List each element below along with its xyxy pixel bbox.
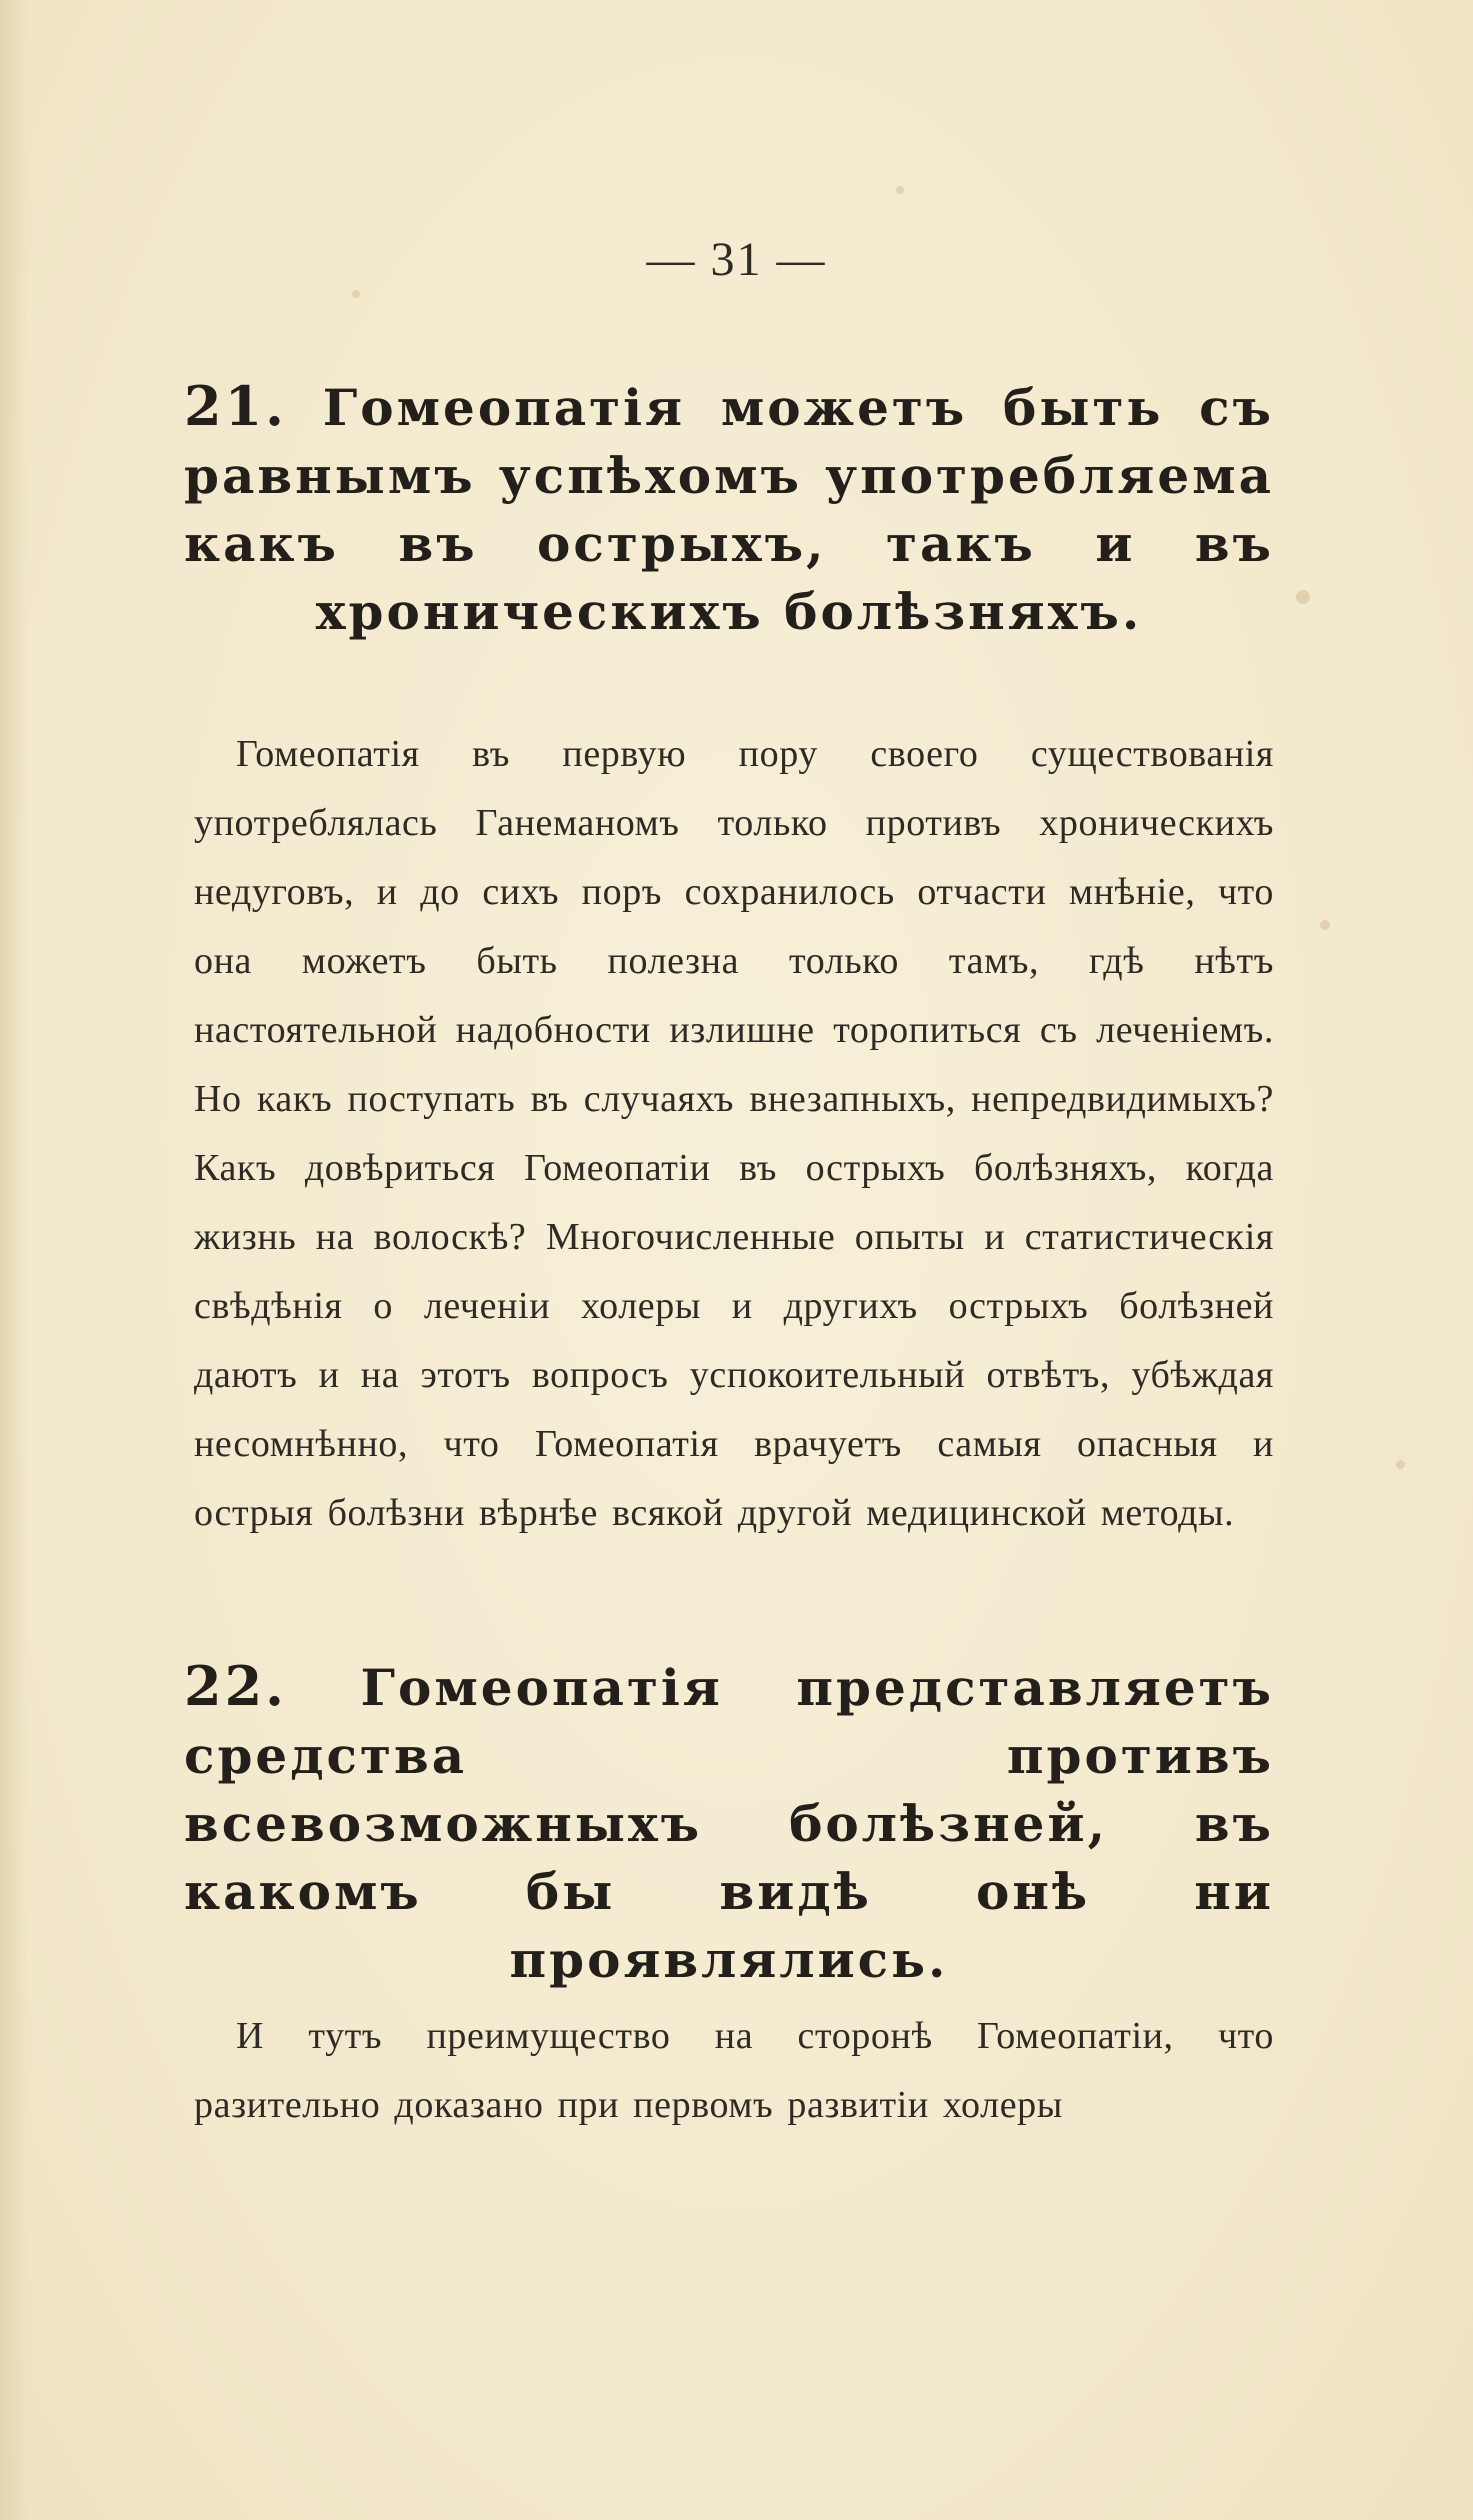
- paper-speck: [1320, 920, 1330, 930]
- paper-speck: [1296, 590, 1310, 604]
- section-22-title: Гомеопатія представляетъ средства противъ всевозможныхъ болѣзней, въ какомъ бы видѣ онѣ ни проявлялись.: [184, 1658, 1274, 1989]
- binding-edge: [0, 0, 28, 2520]
- paper-speck: [896, 186, 904, 194]
- section-21-number: 21.: [184, 374, 287, 438]
- section-22-number: 22.: [184, 1654, 287, 1718]
- paper-speck: [1396, 1460, 1405, 1469]
- page-number: — 31 —: [646, 233, 827, 286]
- section-21-title: Гомеопатія можетъ быть съ равнымъ успѣхомъ употребляема какъ въ острыхъ, такъ и въ хроническихъ болѣзняхъ.: [184, 378, 1274, 641]
- paper-speck: [352, 290, 360, 298]
- section-22-heading: [184, 1652, 1274, 1994]
- section-21-paragraph: Гомеопатія въ первую пору своего существованія употреблялась Ганеманомъ только противъ хроническихъ недуговъ, и до сихъ поръ сохранилось отчасти мнѣніе, что она можетъ быть полезна только тамъ, гдѣ нѣтъ настоятельной надобности излишне торопиться съ леченіемъ. Но какъ поступать въ случаяхъ внезапныхъ, непредвидимыхъ? Какъ довѣриться Гомеопатіи въ острыхъ болѣзняхъ, когда жизнь на волоскѣ? Многочисленные опыты и статистическія свѣдѣнія о леченіи холеры и другихъ острыхъ болѣзней даютъ и на этотъ вопросъ успокоительный отвѣтъ, убѣждая несомнѣнно, что Гомеопатія врачуетъ самыя опасныя и острыя болѣзни вѣрнѣе всякой другой медицинской методы.: [194, 733, 1274, 1534]
- section-21-heading: [184, 372, 1274, 646]
- section-22-paragraph: И тутъ преимущество на сторонѣ Гомеопатіи, что разительно доказано при первомъ развитіи холеры: [194, 2015, 1274, 2126]
